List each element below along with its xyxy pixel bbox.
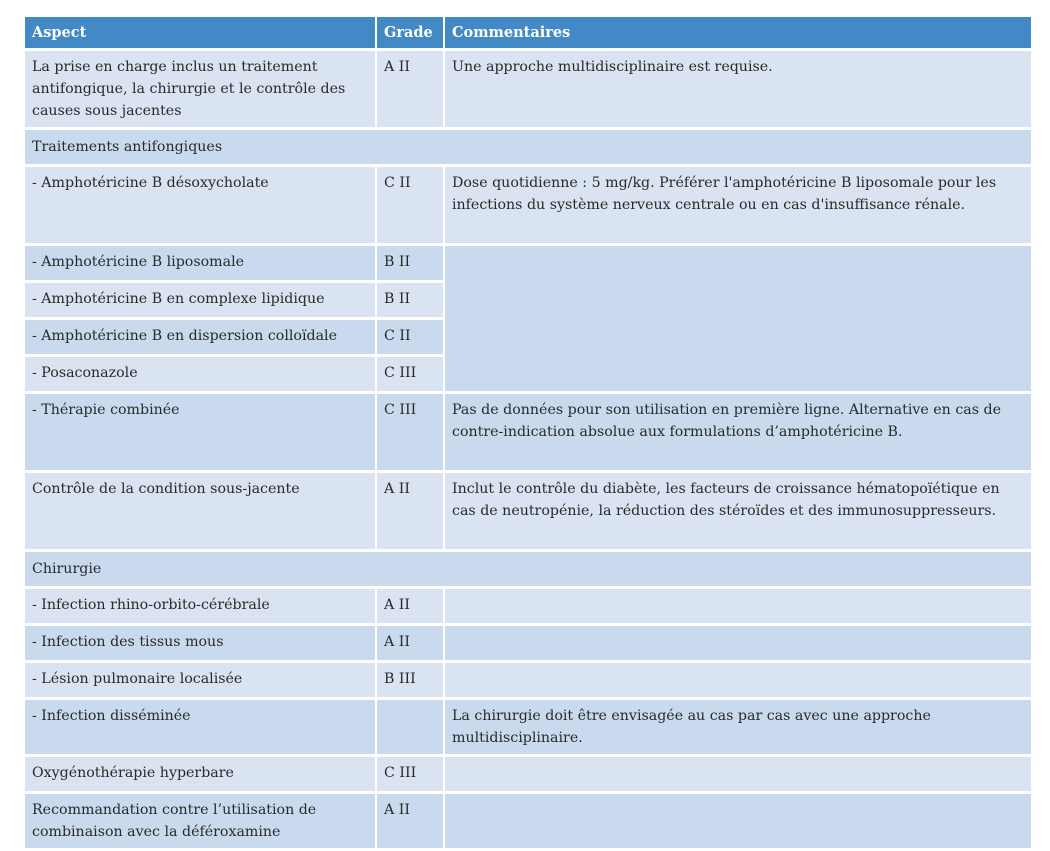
grade-cell	[377, 700, 443, 754]
header-grade: Grade	[377, 17, 443, 48]
aspect-cell: - Thérapie combinée	[25, 394, 375, 470]
grade-cell: C II	[377, 320, 443, 354]
table-row	[25, 757, 1031, 791]
aspect-cell: - Infection des tissus mous	[25, 626, 375, 660]
grade-cell: C III	[377, 757, 443, 791]
grade-cell: A II	[377, 626, 443, 660]
section-heading: Chirurgie	[25, 552, 1031, 586]
comment-cell	[445, 246, 1031, 391]
comment-cell: Pas de données pour son utilisation en première ligne. Alternative en cas de contre-indication absolue aux formulations d’amphotéricine B.	[445, 394, 1031, 470]
aspect-cell: - Lésion pulmonaire localisée	[25, 663, 375, 697]
aspect-cell: La prise en charge inclus un traitement antifongique, la chirurgie et le contrôle des causes sous jacentes	[25, 51, 375, 127]
table-row	[25, 626, 1031, 660]
table-row	[25, 794, 1031, 848]
section-heading: Traitements antifongiques	[25, 130, 1031, 164]
comment-cell: La chirurgie doit être envisagée au cas par cas avec une approche multidisciplinaire.	[445, 700, 1031, 754]
header-aspect: Aspect	[25, 17, 375, 48]
table-row	[25, 700, 1031, 754]
aspect-cell: Recommandation contre l’utilisation de combinaison avec la déféroxamine	[25, 794, 375, 848]
aspect-cell: - Amphotéricine B en dispersion colloïdale	[25, 320, 375, 354]
section-row	[25, 552, 1031, 586]
grade-cell: C II	[377, 167, 443, 243]
grade-cell: A II	[377, 51, 443, 127]
header-row	[25, 17, 1031, 48]
comment-cell: Une approche multidisciplinaire est requise.	[445, 51, 1031, 127]
aspect-cell: - Amphotéricine B liposomale	[25, 246, 375, 280]
comment-cell	[445, 757, 1031, 791]
table-row	[25, 246, 1031, 280]
grade-cell: A II	[377, 794, 443, 848]
comment-cell	[445, 663, 1031, 697]
table-row	[25, 51, 1031, 127]
grade-cell: A II	[377, 473, 443, 549]
grade-cell: B III	[377, 663, 443, 697]
aspect-cell: Oxygénothérapie hyperbare	[25, 757, 375, 791]
table-row	[25, 589, 1031, 623]
aspect-cell: - Amphotéricine B désoxycholate	[25, 167, 375, 243]
comment-cell: Inclut le contrôle du diabète, les facteurs de croissance hématopoïétique en cas de neutropénie, la réduction des stéroïdes et des immunosuppresseurs.	[445, 473, 1031, 549]
recommendations-table	[23, 14, 1033, 851]
aspect-cell: Contrôle de la condition sous-jacente	[25, 473, 375, 549]
grade-cell: B II	[377, 246, 443, 280]
table-row	[25, 167, 1031, 243]
comment-cell	[445, 626, 1031, 660]
grade-cell: A II	[377, 589, 443, 623]
aspect-cell: - Infection disséminée	[25, 700, 375, 754]
grade-cell: B II	[377, 283, 443, 317]
table-row	[25, 473, 1031, 549]
comment-cell	[445, 794, 1031, 848]
grade-cell: C III	[377, 357, 443, 391]
grade-cell: C III	[377, 394, 443, 470]
aspect-cell: - Posaconazole	[25, 357, 375, 391]
comment-cell	[445, 589, 1031, 623]
section-row	[25, 130, 1031, 164]
header-comments: Commentaires	[445, 17, 1031, 48]
table-row	[25, 663, 1031, 697]
aspect-cell: - Amphotéricine B en complexe lipidique	[25, 283, 375, 317]
table-row	[25, 394, 1031, 470]
comment-cell: Dose quotidienne : 5 mg/kg. Préférer l'amphotéricine B liposomale pour les infections du système nerveux centrale ou en cas d'insuffisance rénale.	[445, 167, 1031, 243]
aspect-cell: - Infection rhino-orbito-cérébrale	[25, 589, 375, 623]
